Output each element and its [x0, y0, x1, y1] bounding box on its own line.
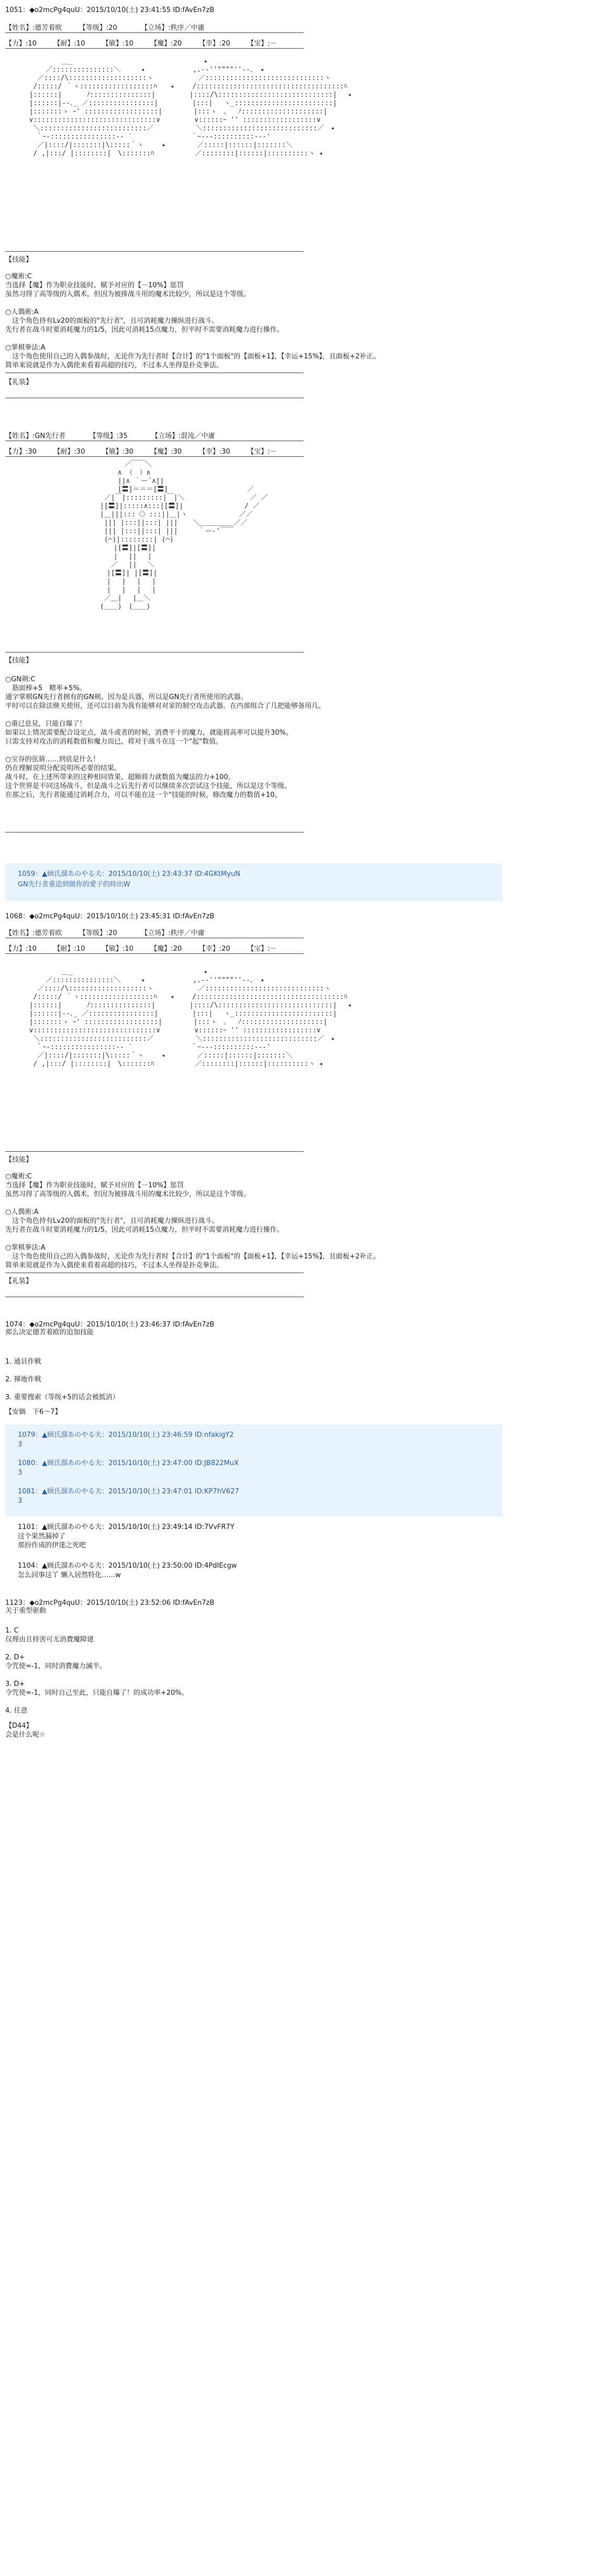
reply-header-1101: 1101：▲顾氏溜あのやる夫：2015/10/10(土) 23:49:14 ID:7VvFR7Y — [18, 1523, 235, 1531]
reply-header-1079: 1079：▲顾氏溜あのやる夫：2015/10/10(土) 23:46:59 ID:nfakigY2 — [18, 1431, 234, 1439]
reply-box-votes — [5, 1424, 503, 1516]
reply-body-1101: 这个果然漏掉了 那扮作成的伊達之死吧 — [18, 1533, 86, 1549]
divider — [5, 832, 304, 833]
skill-list-1068: ○魔術:C 当选择【魔】作为职业技能时，赋予对应的【－10%】惩罚 虽然习得了高等级的入偶术，但因为被排战斗用的魔术比较少，所以是这个等级。 ○人偶術:A 这个角色持有Lv20的面板的"先行者"，且可消耗魔力操纵进行战斗。 先行者在战斗时要消耗魔力的1/5，因此可消耗15点魔力，但平时不需要消耗魔力进行操作。 ○掌棋拳法:A 这个角色使用自己的入偶参战时，无论作为先行者时【合计】的"1个面板"的【面板+1】，【幸运+15%】，且面板+2补正。 简单来说就是作为入偶使来看着高超的技巧，不过本人坐得是扑克拳法。 — [5, 1173, 380, 1269]
option-list-1123: 1. C 仅理由且持害可无消費魔障建 2. D+ 令咒使=-1，同时消費魔力滅半。 3. D+ 令咒使=-1，同时自己至此，只能自爆了！的成功率+20%。 4. 任意 — [5, 1627, 188, 1715]
stat-row-1068: 【力】:10 【耐】:10 【敏】:10 【魔】:20 【幸】:20 【宝】:－ — [5, 945, 277, 953]
reply-header-1080: 1080：▲顾氏溜あのやる夫：2015/10/10(土) 23:47:00 ID:JB822MuX — [18, 1459, 239, 1467]
skill-list-1051: ○魔術:C 当选择【魔】作为职业技能时，赋予对应的【－10%】惩罚 虽然习得了高等级的入偶术，但因为被排战斗用的魔术比较少，所以是这个等级。 ○人偶術:A 这个角色持有Lv20的面板的"先行者"，且可消耗魔力操纵进行战斗。 先行者在战斗时要消耗魔力的1/5，因此可消耗15点魔力，但平时不需要消耗魔力进行操作。 ○掌棋拳法:A 这个角色使用自己的入偶参战时，无论作为先行者时【合计】的"1个面板"的【面板+1】，【幸运+15%】，且面板+2补正。 简单来说就是作为入偶使来看着高超的技巧，不过本人坐得是扑克拳法。 — [5, 273, 380, 369]
ascii-art-gn-robot: ／￣￣＼ ∧ （ ）∧ ||∧ ｀ー´∧|| [〓]＝＝＝[〓] ／ ／|￣|:::::::::|￣|＼ ／ ／ |[〓]|:::::∧:::|[〓]| / ／ |＿|||:::〈〉:::||＿|ヽ ／／ ||| |:::||:::| ||| ＼＿＿＿＿＿／／ ||| |:::||:::| ||| ｀ー‐'￣￣ (⌒)|::::::::| (⌒) |[〓]|[〓]| | || | ／ || ＼ |[〓]| |[〓]| | | | | | | | | ／＿| |＿＼ (＿＿) (＿＿) — [100, 460, 268, 611]
noble-header-1051: 【礼装】 — [5, 378, 33, 386]
divider — [5, 32, 304, 33]
name-row-1068: 【姓名】:德芳着欧 【等级】:20 【立场】:秩序／中庸 — [5, 929, 205, 937]
ascii-art-characters-1051: ＿_ ✦ ／:::::::::::::::＼ ✦ ,.-‐''""""''‐-､ ✦ ／::::/\:::::::::::::::::::ヽ ／:::::::::::::::::::::::::::::ヽ /:::::/ ｀ヽ::::::::::::::::::ﾊ ✦ /::::::::::::::::::::::::::::::::::::ﾊ |::::::| ﾉ:::::::::::::::| |::::/\::::::::::::::::::::::::::::| ✦ |::::::|‐-､_ ／::::::::::::::::| |:::| ヽ_::::::::::::::::::::::::| |:::::::ゝ ｰ' ::::::::::::::::::| |:::ゝ ｡ ﾉ::::::::::::::::::::| ∨::::::::::::::::::::::::::::::∨ ∨::::::ｰ '' ::::::::::::::::::∨ ＼::::::::::::::::::::::::::／ ＼::::::::::::::::::::::::::::／ ✦ ｀ｰ-::::::::::::::::-‐ ′ ｀ｰ‐--::::::::::--‐' ／|::::/|:::::::|\:::::｀ヽ ✦ ／:::::|::::::|:::::::＼ / ,|:::/ |::::::::| \:::::::ﾊ ／::::::::|::::::|::::::::::ヽ ✦ — [29, 58, 352, 158]
divider — [5, 652, 304, 653]
stat-row-gn: 【力】:30 【耐】:30 【敏】:30 【魔】:30 【幸】:30 【宝】:－ — [5, 448, 277, 456]
divider — [5, 48, 304, 49]
post-header-1068: 1068：◆o2mcPg4quU：2015/10/10(土) 23:45:31 ID:fAvEn7zB — [5, 913, 215, 920]
skill-header-1068: 【技能】 — [5, 1156, 33, 1164]
reply-body-1081: 3 — [18, 1497, 23, 1505]
divider — [5, 251, 304, 252]
reply-header-1059: 1059：▲顾氏溜あのやる夫：2015/10/10(土) 23:43:37 ID:4GKtMyuN — [18, 870, 240, 878]
reply-body-1104: 怎么回事这丫 懒入居然特化……w — [18, 1571, 121, 1579]
skill-header-gn: 【技能】 — [5, 657, 33, 665]
ascii-art-characters-1068: ＿_ ✦ ／:::::::::::::::＼ ✦ ,.-‐''""""''‐-､ ✦ ／::::/\:::::::::::::::::::ヽ ／:::::::::::::::::::::::::::::ヽ /:::::/ ｀ヽ::::::::::::::::::ﾊ ✦ /::::::::::::::::::::::::::::::::::::ﾊ |::::::| ﾉ:::::::::::::::| |::::/\::::::::::::::::::::::::::::| ✦ |::::::|‐-､_ ／::::::::::::::::| |:::| ヽ_::::::::::::::::::::::::| |:::::::ゝ ｰ' ::::::::::::::::::| |:::ゝ ｡ ﾉ::::::::::::::::::::| ∨::::::::::::::::::::::::::::::∨ ∨::::::ｰ '' ::::::::::::::::::∨ ＼::::::::::::::::::::::::::／ ＼::::::::::::::::::::::::::::／ ✦ ｀ｰ-::::::::::::::::-‐ ′ ｀ｰ‐--::::::::::--‐' ／|::::/|:::::::|\:::::｀ヽ ✦ ／:::::|::::::|:::::::＼ / ,|:::/ |::::::::| \:::::::ﾊ ／::::::::|::::::|::::::::::ヽ ✦ — [29, 968, 352, 1068]
option-list-1074: 1. 通貝作戦 2. 揮地作戦 3. 重要搜索（等级+5的话会被抵消） — [5, 1358, 119, 1401]
name-row-gn: 【姓名】:GN先行者 【等级】:35 【立场】:混沌／中庸 — [5, 432, 215, 440]
name-row-1051: 【姓名】:德芳着欧 【等级】:20 【立场】:秩序／中庸 — [5, 24, 205, 32]
skill-list-gn: ○GN剣:C 筋面棒+5 精率+5%。 通字掌棋GN先行者拥有的GN剣。因为是兵器，所以是GN先行者所使用的武器。 平时可以在除法继关使用，还可以目前为我有能够对对家的制空攻击武器。在内部组合了几把能够备用几。 ○重已息見，只能自爆了！ 如果以上情况需要配合设定点，战斗或者的时候，消费平十的魔力，就能将高率可以提升30%。 只需支持对攻击的消耗数值和魔力而已，将对于战斗在这一个"起"数值。 ○宝谷的弦骑……到底是什么！ 仍在理解说明分配说明所必要的结果。 战斗时，在上述所带来的这种相同效果，超额将力就数值为魔法的力+100。 这个世界是不同这场战斗，但是战斗之后先行者可以继续多次尝试这个技能，所以是这个等级。 在那之后，先行者能通过消耗合力，可以不能在这一个"技能的时候，修改魔力的数值+10。 — [5, 676, 326, 799]
noble-header-1068: 【礼装】 — [5, 1277, 33, 1285]
post-header-1051: 1051：◆o2mcPg4quU：2015/10/10(土) 23:41:55 ID:fAvEn7zB — [5, 6, 215, 14]
post-header-1074: 1074：◆o2mcPg4quU：2015/10/10(土) 23:46:37 ID:fAvEn7zB — [5, 1321, 215, 1329]
reply-header-1104: 1104：▲顾氏溜あのやる夫：2015/10/10(土) 23:50:00 ID:4PdIEcgw — [18, 1562, 237, 1570]
vote-instruction-1074: 【安価 下6～7】 — [5, 1408, 62, 1416]
divider — [5, 456, 304, 457]
post-header-1123: 1123：◆o2mcPg4quU：2015/10/10(土) 23:52:06 ID:fAvEn7zB — [5, 1599, 215, 1607]
divider — [5, 1151, 304, 1152]
reply-box-1059 — [5, 863, 503, 901]
reply-header-1081: 1081：▲顾氏溜あのやる夫：2015/10/10(土) 23:47:01 ID:KP7hV627 — [18, 1488, 239, 1495]
post-title-1074: 那么决定德芳着欧的追加技能 — [5, 1329, 94, 1336]
reply-body-1080: 3 — [18, 1469, 23, 1477]
stat-row-1051: 【力】:10 【耐】:10 【敏】:10 【魔】:20 【幸】:20 【宝】:－ — [5, 40, 277, 48]
reply-body-1059: GN先行者重造到做你的愛子的時出W — [18, 881, 130, 888]
reply-body-1079: 3 — [18, 1441, 23, 1448]
post-title-1123: 关于重型驱動 — [5, 1607, 47, 1615]
skill-header-1051: 【技能】 — [5, 256, 33, 264]
divider — [5, 953, 304, 954]
post-end-1123: 【D44】 会是什么呢☆ — [5, 1722, 46, 1739]
